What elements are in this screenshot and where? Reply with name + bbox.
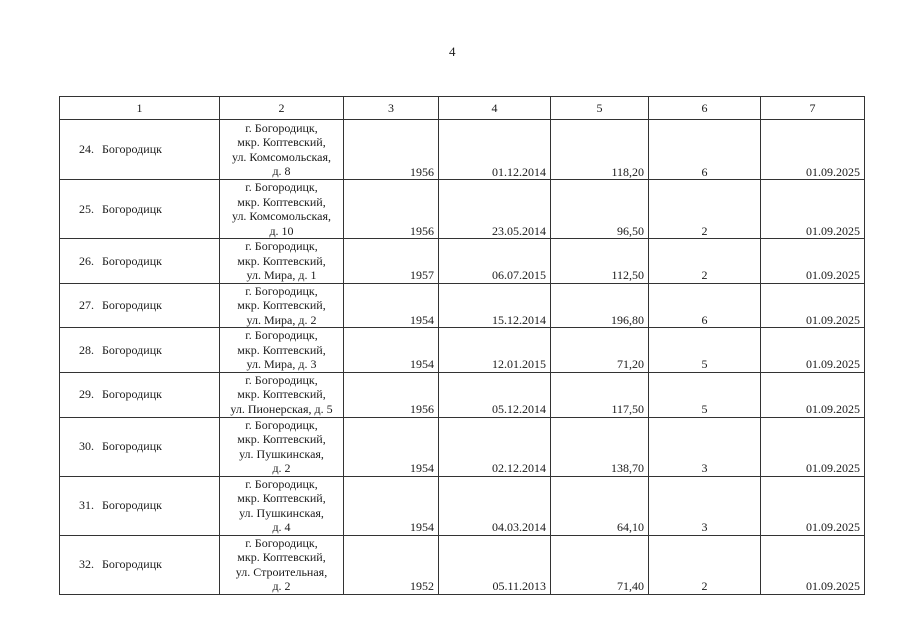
settlement-name: Богородицк (102, 387, 162, 402)
address-line: мкр. Коптевский, (237, 135, 326, 149)
settlement-cell (60, 417, 220, 476)
address-cell (220, 372, 344, 417)
row-number: 25. (79, 201, 94, 216)
table-row (60, 417, 865, 476)
row-number: 24. (79, 142, 94, 157)
settlement-name: Богородицк (102, 498, 162, 513)
settlement-cell (60, 180, 220, 239)
settlement-name: Богородицк (102, 557, 162, 572)
table-row (60, 372, 865, 417)
address-line: д. 8 (272, 164, 291, 178)
settlement-name: Богородицк (102, 142, 162, 157)
deadline-cell: 01.09.2025 (761, 476, 865, 535)
area-cell: 138,70 (551, 417, 649, 476)
address-line: ул. Пушкинская, (239, 505, 324, 520)
address-line: мкр. Коптевский, (237, 194, 326, 209)
date-cell: 12.01.2015 (439, 328, 551, 373)
address-line: ул. Пушкинская, (239, 446, 324, 461)
row-number: 30. (79, 439, 94, 454)
date-cell: 01.12.2014 (439, 120, 551, 180)
deadline-cell: 01.09.2025 (761, 417, 865, 476)
area-cell: 118,20 (551, 120, 649, 180)
table-row (60, 239, 865, 284)
count-cell: 5 (649, 328, 761, 373)
address-line: д. 2 (272, 461, 291, 475)
area-cell: 96,50 (551, 180, 649, 239)
area-cell: 112,50 (551, 239, 649, 284)
address-line: мкр. Коптевский, (237, 491, 326, 505)
deadline-cell: 01.09.2025 (761, 535, 865, 594)
date-cell: 05.12.2014 (439, 372, 551, 417)
address-line: ул. Комсомольская, (231, 209, 332, 223)
year-cell: 1954 (344, 476, 439, 535)
address-line: мкр. Коптевский, (237, 342, 326, 357)
area-cell: 117,50 (551, 372, 649, 417)
address-line: г. Богородицк, (245, 239, 318, 253)
address-cell (220, 476, 344, 535)
date-cell: 05.11.2013 (439, 535, 551, 594)
settlement-cell (60, 120, 220, 180)
address-line: ул. Строительная, (235, 564, 328, 579)
column-header: 6 (649, 97, 761, 120)
year-cell: 1956 (344, 120, 439, 180)
table-body (60, 120, 865, 595)
address-line: д. 2 (272, 579, 291, 593)
settlement-cell (60, 328, 220, 373)
year-cell: 1954 (344, 283, 439, 328)
column-header: 1 (60, 97, 220, 120)
date-cell: 04.03.2014 (439, 476, 551, 535)
count-cell: 6 (649, 283, 761, 328)
address-cell (220, 417, 344, 476)
table-row (60, 120, 865, 180)
count-cell: 2 (649, 180, 761, 239)
address-line: мкр. Коптевский, (237, 387, 326, 402)
row-number: 32. (79, 557, 94, 572)
area-cell: 71,20 (551, 328, 649, 373)
settlement-cell (60, 239, 220, 284)
address-cell (220, 120, 344, 180)
housing-registry-table (59, 96, 865, 595)
table-row (60, 535, 865, 594)
address-line: мкр. Коптевский, (237, 550, 326, 564)
settlement-name: Богородицк (102, 342, 162, 357)
address-line: г. Богородицк, (245, 476, 318, 491)
deadline-cell: 01.09.2025 (761, 120, 865, 180)
column-header: 4 (439, 97, 551, 120)
settlement-name: Богородицк (102, 201, 162, 216)
date-cell: 23.05.2014 (439, 180, 551, 239)
address-line: д. 4 (272, 520, 291, 534)
row-number: 31. (79, 498, 94, 513)
column-header: 2 (220, 97, 344, 120)
deadline-cell: 01.09.2025 (761, 328, 865, 373)
table-row (60, 328, 865, 373)
count-cell: 5 (649, 372, 761, 417)
page-number: 4 (449, 44, 456, 59)
year-cell: 1954 (344, 417, 439, 476)
row-number: 26. (79, 253, 94, 268)
header-row (60, 97, 865, 120)
address-cell (220, 239, 344, 284)
year-cell: 1956 (344, 372, 439, 417)
settlement-cell (60, 476, 220, 535)
address-line: г. Богородицк, (245, 180, 318, 194)
address-cell (220, 283, 344, 328)
year-cell: 1956 (344, 180, 439, 239)
column-header: 7 (761, 97, 865, 120)
date-cell: 15.12.2014 (439, 283, 551, 328)
count-cell: 3 (649, 417, 761, 476)
address-line: ул. Мира, д. 1 (246, 268, 317, 282)
settlement-name: Богородицк (102, 439, 162, 454)
settlement-name: Богородицк (102, 298, 162, 312)
address-cell (220, 328, 344, 373)
address-line: ул. Пионерская, д. 5 (230, 401, 333, 416)
address-line: мкр. Коптевский, (237, 298, 326, 312)
date-cell: 06.07.2015 (439, 239, 551, 284)
row-number: 29. (79, 387, 94, 402)
area-cell: 71,40 (551, 535, 649, 594)
table-row (60, 476, 865, 535)
address-line: г. Богородицк, (245, 283, 318, 298)
address-line: г. Богородицк, (245, 328, 318, 342)
settlement-name: Богородицк (102, 253, 162, 268)
year-cell: 1952 (344, 535, 439, 594)
year-cell: 1954 (344, 328, 439, 373)
deadline-cell: 01.09.2025 (761, 372, 865, 417)
address-line: ул. Мира, д. 3 (246, 357, 317, 371)
settlement-cell (60, 283, 220, 328)
address-line: ул. Комсомольская, (231, 149, 332, 164)
settlement-cell (60, 535, 220, 594)
date-cell: 02.12.2014 (439, 417, 551, 476)
address-line: г. Богородицк, (245, 417, 318, 432)
address-cell (220, 535, 344, 594)
count-cell: 6 (649, 120, 761, 180)
count-cell: 3 (649, 476, 761, 535)
year-cell: 1957 (344, 239, 439, 284)
settlement-cell (60, 372, 220, 417)
area-cell: 196,80 (551, 283, 649, 328)
address-line: д. 10 (269, 223, 294, 238)
column-header: 3 (344, 97, 439, 120)
deadline-cell: 01.09.2025 (761, 283, 865, 328)
table-row (60, 180, 865, 239)
address-line: мкр. Коптевский, (237, 432, 326, 446)
address-line: г. Богородицк, (245, 120, 318, 135)
row-number: 28. (79, 342, 94, 357)
deadline-cell: 01.09.2025 (761, 180, 865, 239)
address-line: г. Богородицк, (245, 372, 318, 387)
row-number: 27. (79, 298, 94, 312)
address-line: ул. Мира, д. 2 (246, 312, 317, 327)
deadline-cell: 01.09.2025 (761, 239, 865, 284)
count-cell: 2 (649, 535, 761, 594)
table-row (60, 283, 865, 328)
address-line: мкр. Коптевский, (237, 253, 326, 268)
area-cell: 64,10 (551, 476, 649, 535)
count-cell: 2 (649, 239, 761, 284)
column-header: 5 (551, 97, 649, 120)
address-cell (220, 180, 344, 239)
address-line: г. Богородицк, (245, 535, 318, 550)
